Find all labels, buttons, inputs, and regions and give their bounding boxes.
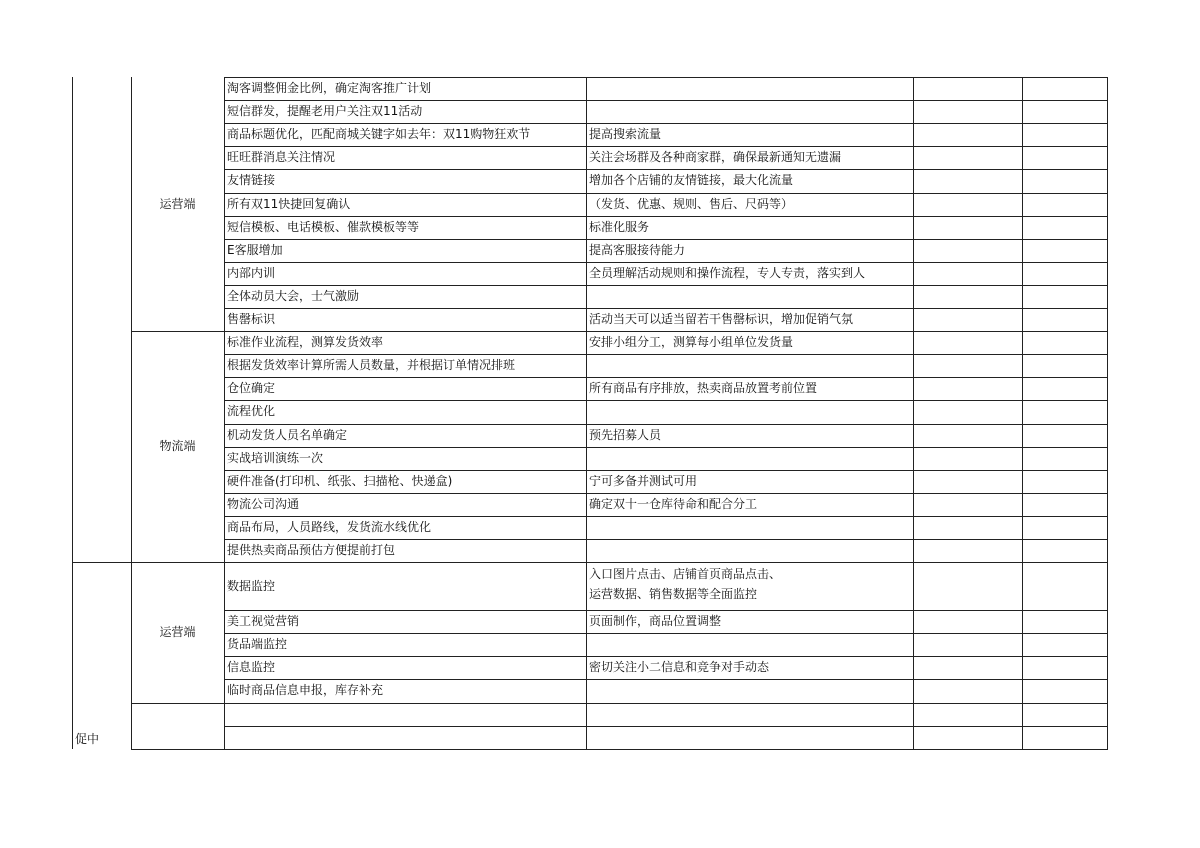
row-line [224,400,1108,401]
task-cell: 售罄标识 [227,312,276,327]
row-line [224,146,1108,147]
task-cell: 根据发货效率计算所需人员数量，并根据订单情况排班 [227,358,516,373]
task-cell: 仓位确定 [227,381,276,396]
row-line [131,562,1108,563]
task-cell: 商品标题优化，匹配商城关键字如去年：双11购物狂欢节 [227,127,531,142]
row-line [224,470,1108,471]
task-cell: 商品布局，人员路线，发货流水线优化 [227,519,432,534]
note-cell: （发货、优惠、规则、售后、尺码等） [589,196,794,211]
row-line [224,679,1108,680]
row-line [224,216,1108,217]
note-cell: 活动当天可以适当留若干售罄标识，增加促销气氛 [589,312,854,327]
task-cell: 短信模板、电话模板、催款模板等等 [227,219,420,234]
row-line [131,749,1108,750]
task-cell: 物流公司沟通 [227,496,300,511]
row-line [224,516,1108,517]
note-cell: 提高客服接待能力 [589,242,686,257]
row-line [224,262,1108,263]
phase-label: 促中 [75,731,100,746]
row-line [224,610,1108,611]
task-cell: 数据监控 [227,578,276,593]
task-cell: 临时商品信息申报，库存补充 [227,683,384,698]
col-line-phase-left [72,77,73,749]
task-cell: 机动发货人员名单确定 [227,427,348,442]
row-line [131,331,1108,332]
grid-top-line [224,77,1108,78]
note-cell: 提高搜索流量 [589,127,662,142]
row-line [224,354,1108,355]
section-divider [72,562,132,563]
task-cell: 全体动员大会，士气激励 [227,288,360,303]
row-line [224,123,1108,124]
task-cell: 标准作业流程，测算发货效率 [227,335,384,350]
task-cell: 短信群发，提醒老用户关注双11活动 [227,104,423,119]
task-cell: 内部内训 [227,265,276,280]
task-cell: 信息监控 [227,660,276,675]
task-cell: 货品端监控 [227,637,288,652]
row-line [224,285,1108,286]
task-cell: 旺旺群消息关注情况 [227,150,336,165]
task-cell: E客服增加 [227,242,283,257]
group-label: 物流端 [159,439,196,454]
task-cell: 友情链接 [227,173,276,188]
row-line [224,377,1108,378]
row-line [224,239,1108,240]
row-line [131,703,1108,704]
note-cell: 预先招募人员 [589,427,662,442]
task-cell: 硬件准备(打印机、纸张、扫描枪、快递盒) [227,473,453,488]
row-line [224,447,1108,448]
row-line [224,308,1108,309]
group-label: 运营端 [159,624,196,639]
col-line-3 [1022,77,1023,750]
col-line-group-left [131,77,132,749]
note-cell: 增加各个店铺的友情链接，最大化流量 [589,173,794,188]
task-cell: 流程优化 [227,404,276,419]
col-line-2 [913,77,914,750]
row-line [224,493,1108,494]
note-cell: 页面制作，商品位置调整 [589,614,722,629]
task-cell: 提供热卖商品预估方便提前打包 [227,543,396,558]
task-cell: 淘客调整佣金比例，确定淘客推广计划 [227,81,432,96]
note-cell-line: 入口图片点击、店铺首页商品点击、 [589,566,782,581]
row-line [224,193,1108,194]
col-line-1 [586,77,587,750]
note-cell: 标准化服务 [589,219,650,234]
note-cell: 确定双十一仓库待命和配合分工 [589,496,758,511]
row-line [224,633,1108,634]
row-line [224,424,1108,425]
task-cell: 美工视觉营销 [227,614,300,629]
row-line [224,726,1108,727]
col-line-0 [224,77,225,750]
note-cell: 全员理解活动规则和操作流程，专人专责，落实到人 [589,265,866,280]
note-cell: 安排小组分工，测算每小组单位发货量 [589,335,794,350]
note-cell: 关注会场群及各种商家群，确保最新通知无遗漏 [589,150,842,165]
row-line [224,539,1108,540]
note-cell-line: 运营数据、销售数据等全面监控 [589,586,758,601]
col-line-4 [1107,77,1108,750]
row-line [224,656,1108,657]
task-cell: 所有双11快捷回复确认 [227,196,351,211]
task-cell: 实战培训演练一次 [227,450,324,465]
note-cell: 密切关注小二信息和竞争对手动态 [589,660,770,675]
group-label: 运营端 [159,196,196,211]
note-cell: 所有商品有序排放，热卖商品放置考前位置 [589,381,818,396]
row-line [224,100,1108,101]
note-cell: 宁可多备并测试可用 [589,473,698,488]
row-line [224,169,1108,170]
